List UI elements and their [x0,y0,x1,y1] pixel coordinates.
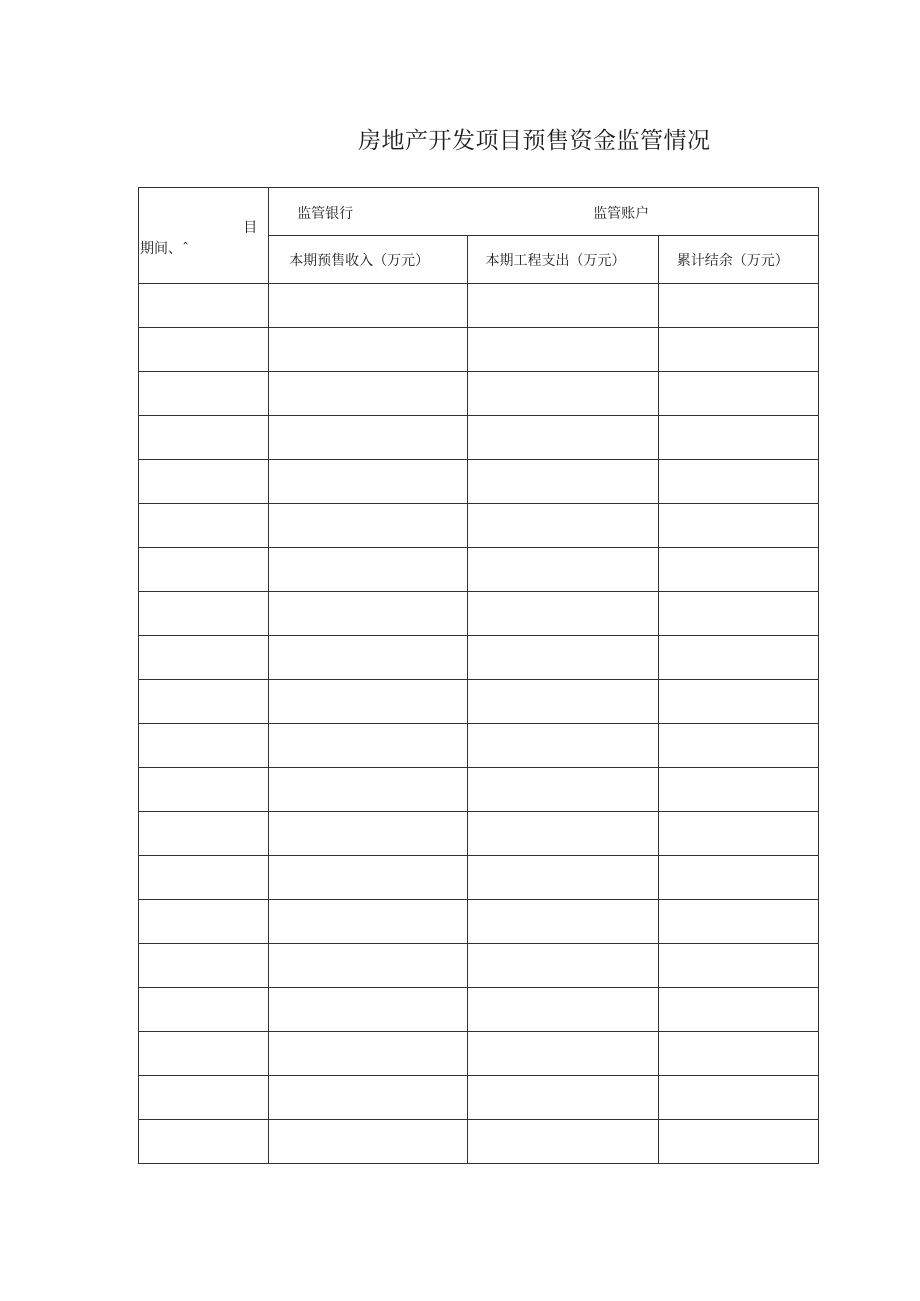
supervision-table [138,187,819,1164]
construction-expense-cell[interactable] [468,1032,658,1076]
construction-expense-cell[interactable] [468,328,658,372]
table-row [139,592,819,636]
cumulative-balance-cell[interactable] [658,1032,818,1076]
period-cell[interactable] [139,724,269,768]
presale-income-cell[interactable] [269,284,468,328]
table-row [139,988,819,1032]
construction-expense-cell[interactable] [468,284,658,328]
period-cell[interactable] [139,1120,269,1164]
period-cell[interactable] [139,856,269,900]
bank-label: 监管银行 [297,206,354,222]
period-cell[interactable] [139,900,269,944]
presale-income-cell[interactable] [269,328,468,372]
cumulative-balance-cell[interactable] [658,548,818,592]
presale-income-cell[interactable] [269,504,468,548]
cumulative-balance-cell[interactable] [658,724,818,768]
column-header-presale-income: 本期预售收入（万元） [269,236,468,284]
bank-account-header-cell [269,188,819,236]
period-cell[interactable] [139,988,269,1032]
construction-expense-cell[interactable] [468,768,658,812]
cumulative-balance-cell[interactable] [658,1120,818,1164]
presale-income-cell[interactable] [269,1076,468,1120]
table-row [139,1032,819,1076]
presale-income-cell[interactable] [269,636,468,680]
table-row [139,1076,819,1120]
construction-expense-cell[interactable] [468,856,658,900]
cumulative-balance-cell[interactable] [658,680,818,724]
table-row [139,636,819,680]
table-row [139,548,819,592]
construction-expense-cell[interactable] [468,548,658,592]
cumulative-balance-cell[interactable] [658,944,818,988]
table-row [139,856,819,900]
presale-income-cell[interactable] [269,680,468,724]
presale-income-cell[interactable] [269,856,468,900]
corner-header-cell [139,188,269,284]
construction-expense-cell[interactable] [468,724,658,768]
period-cell[interactable] [139,680,269,724]
column-header-construction-expense: 本期工程支出（万元） [468,236,658,284]
construction-expense-cell[interactable] [468,900,658,944]
construction-expense-cell[interactable] [468,636,658,680]
cumulative-balance-cell[interactable] [658,504,818,548]
period-cell[interactable] [139,592,269,636]
period-cell[interactable] [139,504,269,548]
construction-expense-cell[interactable] [468,372,658,416]
cumulative-balance-cell[interactable] [658,416,818,460]
table-row [139,900,819,944]
presale-income-cell[interactable] [269,900,468,944]
presale-income-cell[interactable] [269,460,468,504]
presale-income-cell[interactable] [269,372,468,416]
presale-income-cell[interactable] [269,944,468,988]
table-row [139,328,819,372]
corner-bottom-label: 期间、ˆ [140,241,189,257]
cumulative-balance-cell[interactable] [658,460,818,504]
cumulative-balance-cell[interactable] [658,328,818,372]
period-cell[interactable] [139,812,269,856]
period-cell[interactable] [139,416,269,460]
cumulative-balance-cell[interactable] [658,856,818,900]
presale-income-cell[interactable] [269,416,468,460]
presale-income-cell[interactable] [269,724,468,768]
cumulative-balance-cell[interactable] [658,1076,818,1120]
table-row [139,680,819,724]
period-cell[interactable] [139,1076,269,1120]
construction-expense-cell[interactable] [468,1076,658,1120]
table-row [139,1120,819,1164]
presale-income-cell[interactable] [269,812,468,856]
table-row [139,416,819,460]
cumulative-balance-cell[interactable] [658,636,818,680]
presale-income-cell[interactable] [269,1120,468,1164]
table-row [139,944,819,988]
table-row [139,768,819,812]
period-cell[interactable] [139,768,269,812]
cumulative-balance-cell[interactable] [658,372,818,416]
cumulative-balance-cell[interactable] [658,812,818,856]
presale-income-cell[interactable] [269,592,468,636]
construction-expense-cell[interactable] [468,988,658,1032]
period-cell[interactable] [139,328,269,372]
period-cell[interactable] [139,636,269,680]
period-cell[interactable] [139,944,269,988]
construction-expense-cell[interactable] [468,592,658,636]
table-row [139,812,819,856]
table-row [139,504,819,548]
cumulative-balance-cell[interactable] [658,988,818,1032]
account-label: 监管账户 [593,206,650,222]
construction-expense-cell[interactable] [468,1120,658,1164]
cumulative-balance-cell[interactable] [658,592,818,636]
table-body [139,284,819,1164]
corner-top-label: 目 [243,220,258,236]
period-cell[interactable] [139,548,269,592]
cumulative-balance-cell[interactable] [658,900,818,944]
construction-expense-cell[interactable] [468,944,658,988]
page-title: 房地产开发项目预售资金监管情况 [358,128,711,154]
period-cell[interactable] [139,1032,269,1076]
column-header-cumulative-balance: 累计结余（万元） [658,236,818,284]
presale-income-cell[interactable] [269,548,468,592]
cumulative-balance-cell[interactable] [658,284,818,328]
construction-expense-cell[interactable] [468,416,658,460]
period-cell[interactable] [139,372,269,416]
cumulative-balance-cell[interactable] [658,768,818,812]
construction-expense-cell[interactable] [468,504,658,548]
presale-income-cell[interactable] [269,988,468,1032]
presale-income-cell[interactable] [269,768,468,812]
construction-expense-cell[interactable] [468,680,658,724]
construction-expense-cell[interactable] [468,812,658,856]
period-cell[interactable] [139,284,269,328]
construction-expense-cell[interactable] [468,460,658,504]
period-cell[interactable] [139,460,269,504]
table-row [139,460,819,504]
presale-income-cell[interactable] [269,1032,468,1076]
table-row [139,372,819,416]
table-row [139,724,819,768]
table-row [139,284,819,328]
